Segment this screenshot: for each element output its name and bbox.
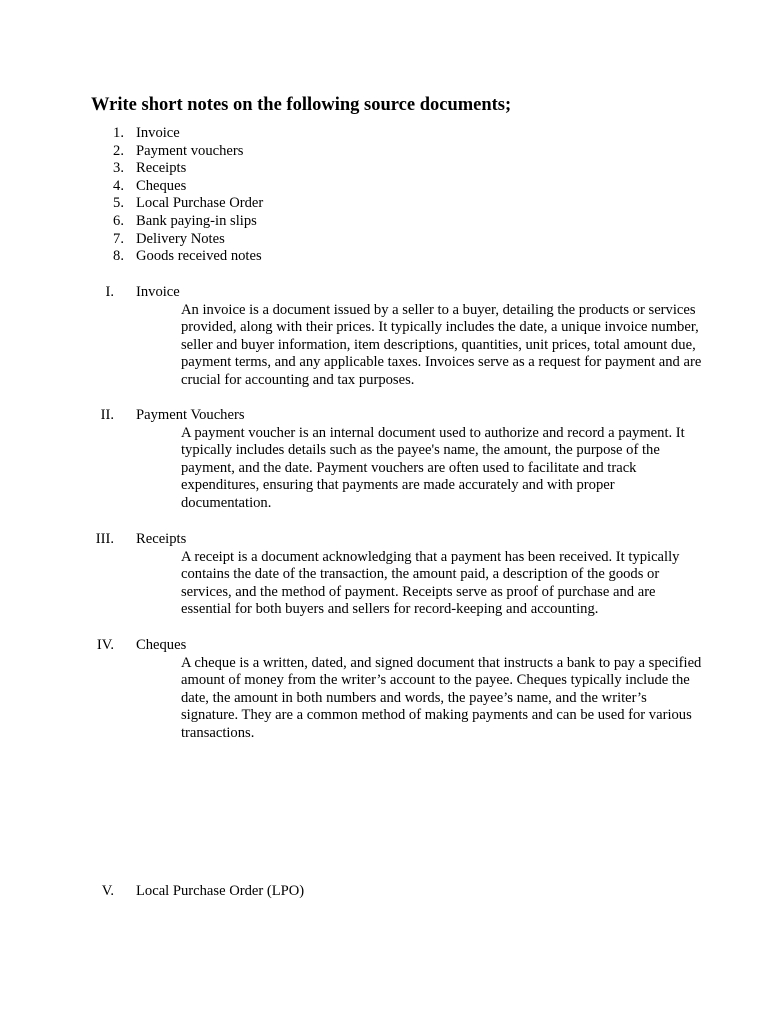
list-item-number: 8. [113,248,124,265]
list-item [0,160,768,178]
list-item-text: Payment vouchers [136,142,244,159]
list-item [0,213,768,231]
list-item [0,231,768,249]
list-item [0,248,768,266]
list-item [0,178,768,196]
section-heading: Cheques [136,637,187,653]
paragraph-line: crucial for accounting and tax purposes. [181,371,415,388]
list-item-number: 2. [113,142,124,159]
paragraph-line: services, and the method of payment. Receipts serve as proof of purchase and are [181,583,656,600]
paragraph-line: date, the amount in both numbers and words, the payee’s name, and the writer’s [181,689,647,706]
list-item [0,195,768,213]
section-heading: Invoice [136,284,180,300]
section-heading: Receipts [136,531,187,547]
section-numeral: II. [100,407,114,423]
paragraph-line: signature. They are a common method of making payments and can be used for various [181,707,692,724]
paragraph-line: payment terms, and any applicable taxes. Invoices serve as a request for payment and are [181,354,702,371]
list-item-text: Local Purchase Order [136,195,264,212]
paragraph-line: expenditures, ensuring that payments are made accurately and with proper [181,477,615,494]
paragraph-line: A cheque is a written, dated, and signed document that instructs a bank to pay a specified [181,654,702,671]
list-item-text: Bank paying-in slips [136,212,257,229]
list-item-number: 5. [113,195,124,212]
paragraph-line: amount of money from the writer’s account to the payee. Cheques typically include the [181,672,690,689]
paragraph-line: An invoice is a document issued by a seller to a buyer, detailing the products or services [181,301,696,318]
paragraph-line: contains the date of the transaction, the amount paid, a description of the goods or [181,566,660,583]
paragraph-line: transactions. [181,724,255,741]
numbered-list [0,125,768,266]
section-heading: Local Purchase Order (LPO) [136,883,305,899]
list-item-number: 1. [113,125,124,141]
section-numeral: III. [95,531,114,547]
document-title: Write short notes on the following source documents; [91,95,512,115]
section-heading: Payment Vouchers [136,407,245,423]
list-item-text: Goods received notes [136,248,262,265]
section-body [181,424,685,513]
paragraph-line: payment, and the date. Payment vouchers are often used to facilitate and track [181,459,637,476]
section-body [181,654,702,743]
list-item-number: 6. [113,212,124,229]
list-item [0,143,768,161]
list-item-number: 3. [113,160,124,177]
list-item-number: 4. [113,177,124,194]
list-item-number: 7. [113,230,124,247]
section-numeral: IV. [96,637,114,653]
list-item-text: Receipts [136,160,187,177]
paragraph-line: provided, along with their prices. It typically includes the date, a unique invoice number, [181,319,699,336]
paragraph-line: A payment voucher is an internal document used to authorize and record a payment. It [181,424,685,441]
paragraph-line: typically includes details such as the payee's name, the amount, the purpose of the [181,442,660,459]
section-body [181,549,681,619]
list-item-text: Invoice [136,125,180,141]
list-item [0,125,768,143]
section-numeral: I. [105,284,114,300]
paragraph-line: seller and buyer information, item descriptions, quantities, unit prices, total amount due, [181,336,696,353]
section-body [181,301,702,390]
list-item-text: Cheques [136,177,187,194]
paragraph-line: essential for both buyers and sellers for record-keeping and accounting. [181,601,599,618]
section-numeral: V. [101,883,114,899]
paragraph-line: documentation. [181,494,272,511]
list-item-text: Delivery Notes [136,230,225,247]
paragraph-line: A receipt is a document acknowledging that a payment has been received. It typically [181,548,680,565]
